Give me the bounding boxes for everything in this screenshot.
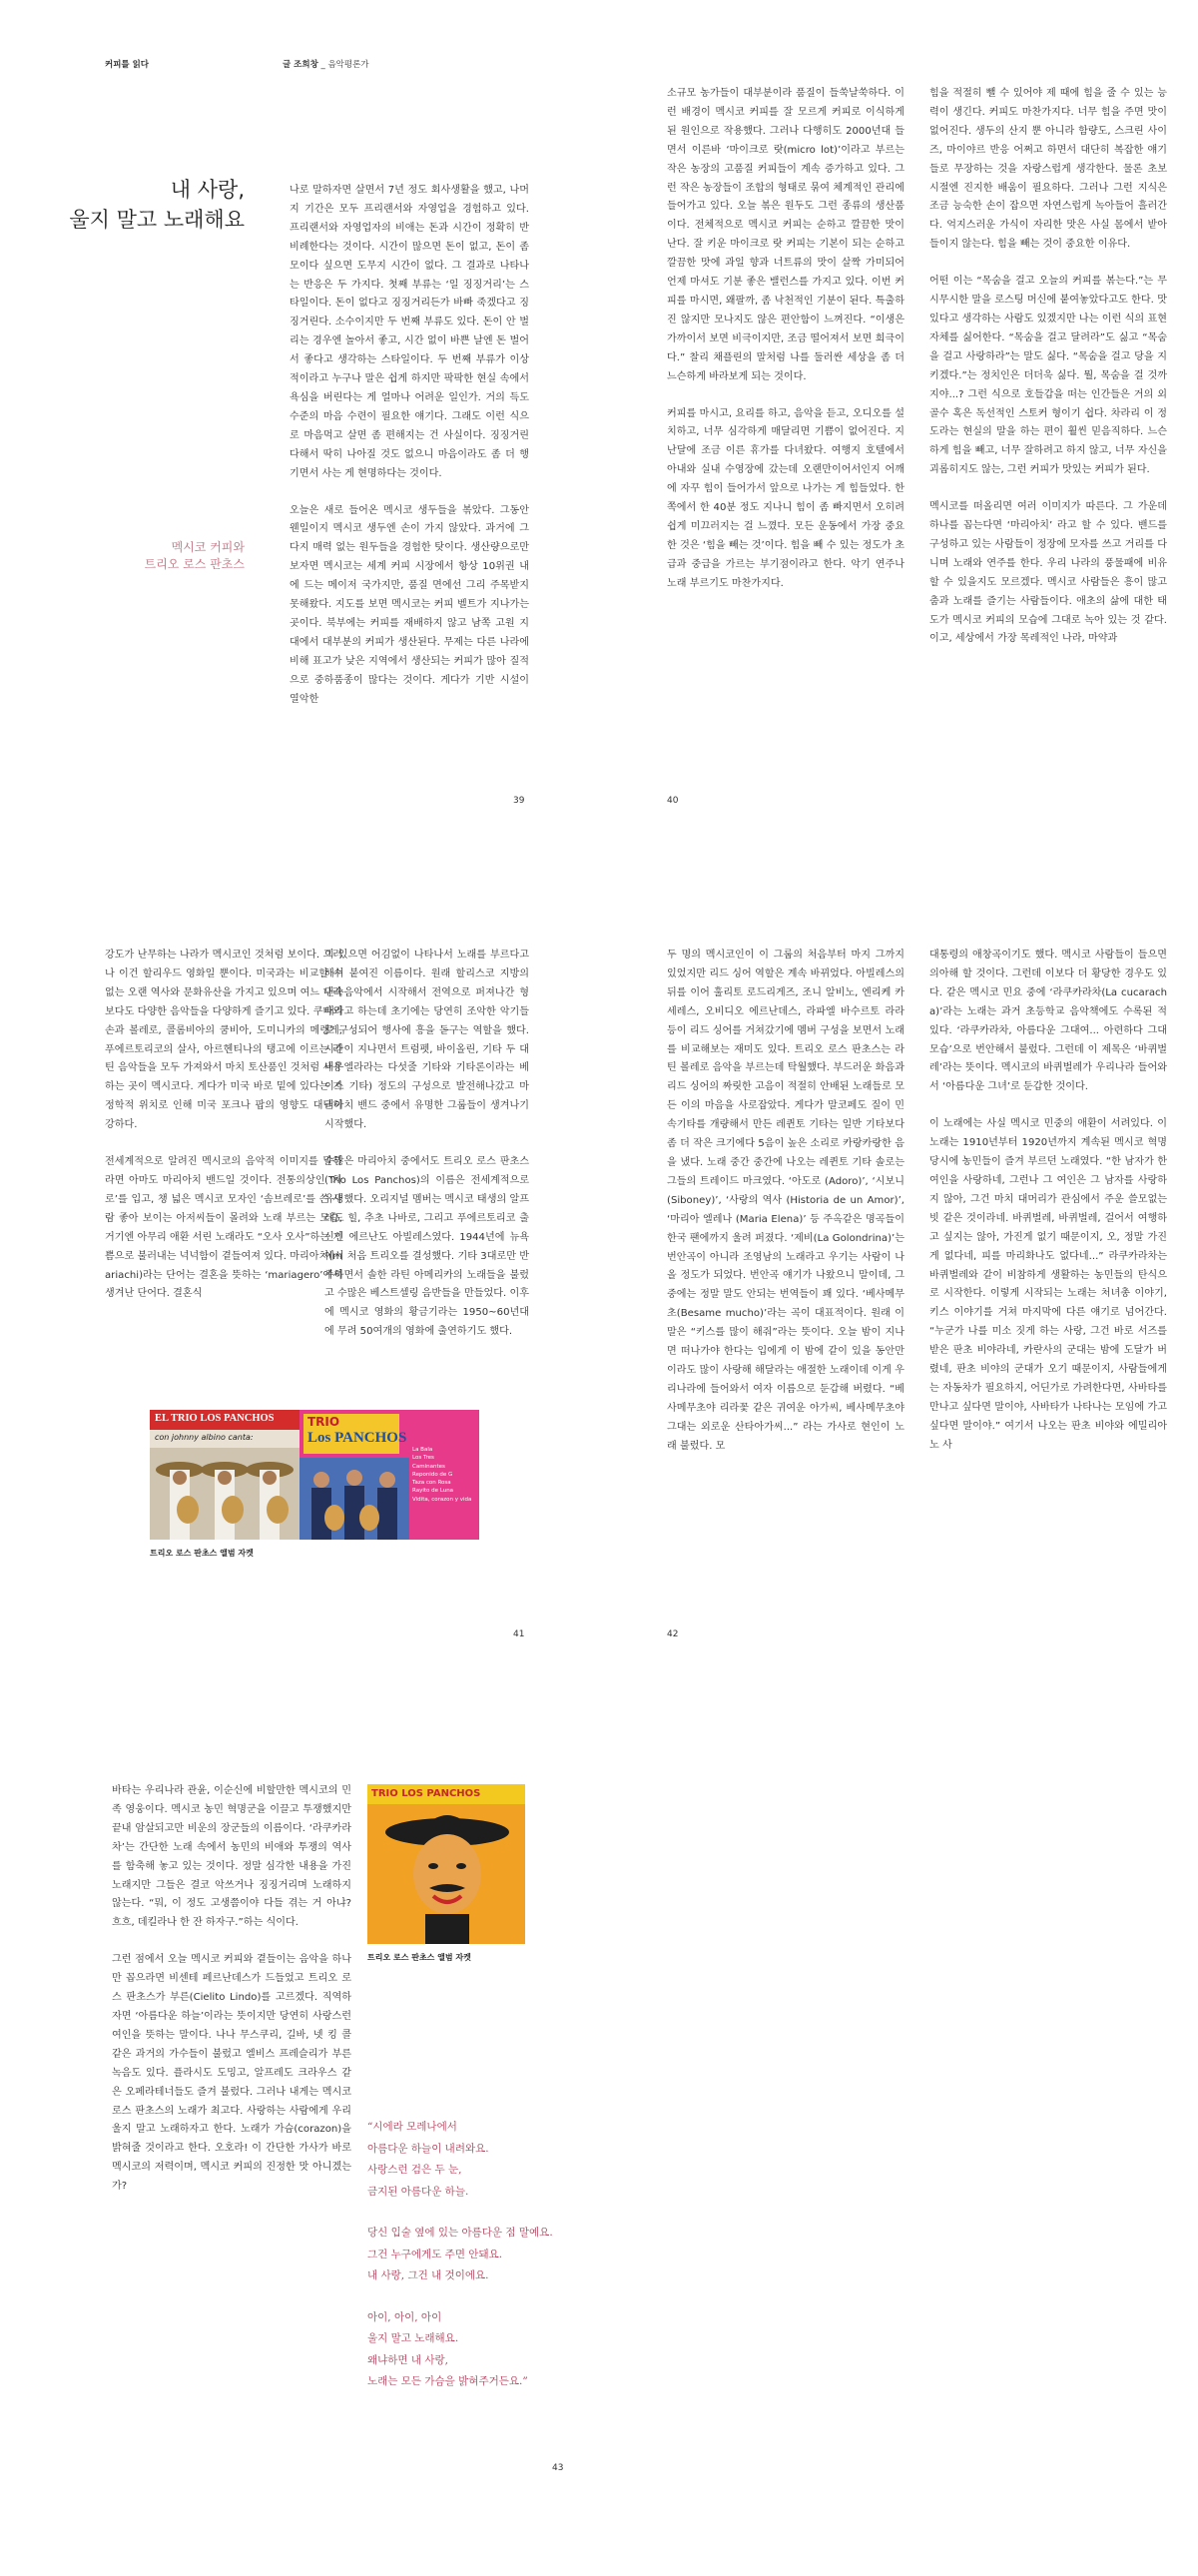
subhead-line-1: 멕시코 커피와 bbox=[171, 540, 245, 554]
page42-col1 bbox=[667, 947, 904, 1635]
lyrics-line: 금지된 아름다운 하늘. bbox=[367, 2185, 469, 2198]
paragraph: 강도가 난무하는 나라가 멕시코인 것처럼 보이다. 그러나 이건 할리우드 영화일 뿐이다. 미국과는 비교할 수 없는 오랜 역사와 문화유산을 가지고 있으며 여느 나라보다도 다양한 음악들을 다양하게 즐기고 있다. 쿠바의 손과 볼레로, 콜롬비아의 쿰비아, 도미니카의 메렝게, 푸에르토리코의 살사, 아르헨티나의 탱고에 이르는 라틴 음악들을 모두 가져와서 마치 토산품인 것처럼 사용하는 곳이 멕시코다. 게다가 미국 바로 밑에 있다는 지정학적 위치로 인해 미국 포크나 팝의 영향도 대단히 강하다. bbox=[105, 950, 342, 1131]
album-caption-43: 트리오 로스 판초스 앨범 자켓 bbox=[367, 1953, 471, 1962]
lyrics-line: “시에라 모레나에서 bbox=[367, 2121, 457, 2133]
paragraph: 소규모 농가들이 대부분이라 품질이 들쑥날쑥하다. 이런 배경이 멕시코 커피를 잘 모르게 커피로 이식하게 된 원인으로 작용했다. 그러나 다행히도 2000년대 들면서 이른바 ‘마이크로 랏(micro lot)’이라고 부르는 작은 농장의 고품질 커피들이 계속 증가하고 있다. 그런 작은 농장들이 조합의 형태로 묶여 체계적인 관리에 들어가고 있다. 오늘 볶은 원두도 그런 종류의 생산품이다. 전체적으로 멕시코 커피는 순하고 깔끔한 맛이 난다. 잘 키운 마이크로 랏 커피는 기본이 되는 순하고 깔끔한 맛에 과일 향과 너트류의 맛이 살짝 가미되어 언제 마셔도 기분 좋은 밸런스를 가지고 있다. 이번 커피를 마시면, 왜팔까, 좀 낙천적인 기분이 된다. 특출하진 않지만 모나지도 않은 편안함이 느껴진다. “이생은 가까이서 보면 비극이지만, 조금 떨어져서 보면 희극이다.” 찰리 채플린의 말처럼 나를 둘러싼 세상을 좀 더 느슨하게 바라보게 되는 것이다. bbox=[667, 88, 904, 382]
album-cover-left bbox=[150, 1410, 300, 1540]
lyrics-line: 그건 누구에게도 주면 안돼요. bbox=[367, 2248, 503, 2260]
song-lyrics bbox=[367, 2117, 607, 2413]
album-song-list bbox=[412, 1446, 476, 1504]
lyrics-stanza-2 bbox=[367, 2223, 607, 2287]
paragraph: 두 명의 멕시코인이 이 그룹의 처음부터 마지 그까지 있었지만 리드 싱어 역할은 계속 바뀌었다. 아빌레스의 뒤를 이어 훌리토 로드리게즈, 조니 알비노, 엔리케 카세레스, 오비디오 에르난데스, 라파엘 바수르토 라라 등이 리드 싱어를 거쳐갔기에 멤버 구성을 보면서 노래를 비교해보는 재미도 있다. 트리오 로스 판초스는 라틴 볼레로 음악을 부르는데 탁월했다. 부드러운 화음과 리드 싱어의 짜릿한 고음이 적절히 안배된 노래들로 모든 이의 마음을 사로잡았다. 게다가 말코페도 질이 민속기타를 개량해서 만든 레퀸토 기타는 일반 기타보다 좀 더 작은 크기에다 5음이 높은 소리로 카랑카랑한 음을 냈다. 노래 중간 중간에 나오는 레퀸토 기타 솔로는 그들의 트레이드 마크였다. ‘아도로 (Adoro)’, ‘시보니(Siboney)’, ‘사랑의 역사 (Historia de un Amor)’, ‘마리아 엘레나 (Maria Elena)’ 등 주옥같은 명곡들이 한국 팬에까지 울려 퍼졌다. ‘제비(La Golondrina)’는 번안곡이 아니라 조영남의 노래라고 우기는 사람이 나올 정도가 되었다. 번안곡 얘기가 나왔으니 말이데, 그 중에는 정말 말도 안되는 번역들이 꽤 있다. ‘베사메무초(Besame mucho)’라는 곡이 대표적이다. 원래 이 말은 “키스를 많이 해줘”라는 뜻이다. 오늘 밤이 지나면 떠나가야 한다는 입에게 이 밤에 같이 있을 동안만이라도 많이 사랑해 해달라는 애절한 노래이데 이게 우리나라에 들어와서 여자 이름으로 둔갑해 버렸다. “베사메무초야 리라꽃 같은 귀여운 아가씨, 베사메무초야 그대는 외로운 산타아가씨...” 라는 가사로 현인이 노래 불렀다. 모 bbox=[667, 950, 904, 1452]
song-title: Reponido de G bbox=[412, 1471, 453, 1478]
page41-col2 bbox=[324, 947, 529, 1401]
musicians-illustration bbox=[150, 1448, 300, 1540]
paragraph: 이 노래에는 사실 멕시코 민중의 애환이 서려있다. 이 노래는 1910년부터 1920년까지 계속된 멕시코 혁명 당시에 농민들이 즐겨 부르던 노래였다. “한 남자가 한 여인을 사랑하네, 그런나 그 여인은 그 남자를 사랑하지 않아, 그건 마치 대머리가 관심에서 주운 쓸모없는 빗 같은 것이라네. 바퀴벌레, 바퀴벌레, 걸어서 여행하고 싶지는 않아, 가진게 없기 때문이지, 오, 정말 가진 게 없다네, 피를 마리화나도 없다네...” 라쿠카라차는 바퀴벌레와 같이 비참하게 생활하는 농민들의 탄식으로 시작한다. 이렇게 시작되는 노래는 처녀총 이야기, 키스 이야기를 거쳐 마지막에 다른 얘기로 넘어간다. “누군가 나를 미소 짓게 하는 사랑, 그건 바로 서즈를 받은 판초 비야라네, 카란사의 군대는 밤에 도달가 버렸네, 판초 비야의 군대가 오기 때문이지, 사람들에게는 자동차가 필요하지, 어딘가로 가려한다면, 사바타를 만나고 싶다면 말이야, 사바타가 나타나는 모임에 가고 싶다면 말이야.” 여기서 나오는 판초 비야와 에밀리아노 사 bbox=[929, 1118, 1167, 1451]
album-cover-43 bbox=[367, 1784, 525, 1944]
page40-col1 bbox=[667, 85, 904, 784]
page42-col2 bbox=[929, 947, 1167, 1635]
section-label: 커피를 읽다 bbox=[105, 60, 150, 70]
paragraph: 힘을 적절히 뺄 수 있어야 제 때에 힘을 줄 수 있는 능력이 생긴다. 커피도 마찬가지다. 너무 힘을 주면 맛이 없어진다. 생두의 산지 뿐 아니라 함량도, 스크린 사이즈, 마이야르 반응 어쩌고 하면서 대단히 복잡한 얘기들로 무장하는 것을 자랑스럽게 생각한다. 물론 초보 시절엔 진지한 배움이 필요하다. 그러나 그런 지식은 조금 능숙한 손이 잡으면 자연스럽게 녹아들어 흘러간다. 억지스러운 가식이 자리한 맛은 사실 몸에서 받아들이지 않는다. 힘을 빼는 것이 중요한 이유다. bbox=[929, 88, 1167, 251]
subhead-line-2: 트리오 로스 판초스 bbox=[144, 557, 245, 571]
title-line-2: 울지 말고 노래해요 bbox=[69, 208, 245, 232]
page41-col1 bbox=[105, 947, 342, 1401]
paragraph: 대통령의 애창곡이기도 했다. 멕시코 사람들이 들으면 의아해 할 것이다. 그런데 이보다 더 황당한 경우도 있다. 같은 멕시코 민요 중에 ‘라쿠카라차(La cucaracha)’라는 노래는 과거 초등학교 음악책에도 수록된 적 있다. ‘라쿠카라차, 아름다운 그대여... 아련하다 그대 모습’으로 번안해서 불렀다. 그런데 이 제목은 ‘바퀴벌레’라는 뜻이다. 멕시코의 바퀴벌레가 우리나라 들어와서 ‘아름다운 그녀’로 둔갑한 것이다. bbox=[929, 950, 1167, 1093]
album-43-title: TRIO LOS PANCHOS bbox=[371, 1788, 481, 1799]
lyrics-line: 울지 말고 노래해요. bbox=[367, 2332, 459, 2344]
page-number-41: 41 bbox=[513, 1629, 525, 1639]
song-title: Vidita, corazon y vida bbox=[412, 1496, 472, 1503]
song-title: Caminantes bbox=[412, 1463, 445, 1470]
lyrics-line: 왜냐하면 내 사랑, bbox=[367, 2353, 449, 2366]
page39-body bbox=[290, 182, 529, 781]
page-number-42: 42 bbox=[667, 1629, 679, 1639]
album-right-title-2: Los PANCHOS bbox=[307, 1430, 407, 1446]
trio-photo bbox=[300, 1458, 409, 1540]
lyrics-line: 아이, 아이, 아이 bbox=[367, 2310, 442, 2323]
author-line bbox=[283, 58, 369, 70]
paragraph: 바타는 우리나라 관윤, 이순신에 비할만한 멕시코의 민족 영웅이다. 멕시코 농민 혁명군을 이끌고 투쟁했지만 끝내 암살되고만 비운의 장군들의 이름이다. ‘라쿠카라차’는 간단한 노래 속에서 농민의 비애와 투쟁의 역사를 함축해 놓고 있는 것이다. 정말 심각한 내용을 가진 노래지만 그들은 결코 악쓰거나 징징거리며 노래하지 않는다. “뭐, 이 정도 고생쯤이야 다들 겪는 거 아냐? 흐흐, 데킬라나 한 잔 하자구.”하는 식이다. bbox=[112, 1785, 351, 1929]
lyrics-stanza-1 bbox=[367, 2117, 607, 2203]
paragraph: 커피를 마시고, 요리를 하고, 음악을 듣고, 오디오를 설치하고, 너무 심각하게 매달리면 기쁨이 없어진다. 지난달에 조금 이른 휴가를 다녀왔다. 여행지 호텔에서 아내와 실내 수영장에 갔는데 오랜만이어서인지 어깨에 자꾸 힘이 들어가서 앞으로 나가는 게 힘들었다. 한쪽에서 한 40분 정도 지나니 힘이 좀 빠지면서 오히려 쉽게 미끄러지는 걸 느꼈다. 모든 운동에서 가장 중요한 것은 ‘힘을 빼는 것’이다. 힘을 빼 수 있는 정도가 초급과 중급을 가르는 부기점이라고 한다. 악기 연주나 노래 부르기도 마찬가지다. bbox=[667, 407, 904, 589]
paragraph: 나로 말하자면 살면서 7년 정도 회사생활을 했고, 나머지 기간은 모두 프리랜서와 자영업을 경험하고 있다. 프리랜서와 자영업자의 비애는 돈과 시간이 정확히 반비례한다는 것이다. 시간이 많으면 돈이 없고, 돈이 좀 모이다 싶으면 도무지 시간이 없다. 그 결과로 나타나는 반응은 두 가지다. 첫째 부류는 ‘일 징징거리’는 스타일이다. 돈이 없다고 징징거리든가 바빠 죽겠다고 징징거린다. 소수이지만 두 번째 부류도 있다. 돈이 안 벌리는 경우엔 놀아서 좋고, 시간 없이 바쁜 날엔 돈 벌어서 좋다고 생각하는 스타일이다. 두 번째 부류가 이상적이라고 누구나 말은 쉽게 하지만 팍팍한 현실 속에서 욕심을 버린다는 게 얼마나 어려운 일인가. 거의 득도 수준의 마음 수련이 필요한 얘기다. 그래도 이런 식으로 마음먹고 살면 좀 편해지는 건 사실이다. 징징거린다해서 딱히 나아질 것도 없으니 마음이라도 좀 더 행기면서 사는 게 현명하다는 것이다. bbox=[290, 185, 529, 479]
paragraph: 멕시코를 떠올리면 여러 이미지가 따른다. 그 가운데 하나를 꼽는다면 ‘마리아치’ 라고 할 수 있다. 밴드를 구성하고 있는 사람들이 정장에 모자를 쓰고 거리를 다니며 노래와 연주를 한다. 우리 나라의 풍물패에 비유할 수 있을지도 모르겠다. 멕시코 사람들은 흥이 많고 춤과 노래를 즐기는 사람들이다. 애초의 삶에 대한 태도가 멕시코 커피의 모습에 그대로 녹아 있는 것 같다. 이고, 세상에서 가장 목레적인 나라, 마약과 bbox=[929, 501, 1167, 645]
lyrics-line: 내 사랑, 그건 내 것이에요. bbox=[367, 2269, 489, 2281]
paragraph: 수많은 마리아치 중에서도 트리오 로스 판초스(Trio Los Panchos)의 이름은 전세계적으로 유명했다. 오리지널 멤버는 멕시코 태생의 알프레도 힐, 추초 나바로, 그리고 푸에르토리코 출신인 에르난도 아빌레스였다. 1944년에 뉴욕에서 처음 트리오를 결성했다. 기타 3대로만 반주하면서 솔한 라틴 아메리카의 노래들을 불렀고 수많은 베스트셀링 음반들을 만들었다. 이후에 멕시코 영화의 황금기라는 1950~60년대에 무려 50여개의 영화에 출연하기도 했다. bbox=[324, 1156, 529, 1338]
song-title: Taza con Rosa bbox=[412, 1480, 451, 1487]
album-right-title-1: TRIO bbox=[307, 1415, 340, 1429]
author-name: 글 조희창 bbox=[283, 60, 318, 70]
lyrics-line: 노래는 모든 가슴을 밝혀주거든요.” bbox=[367, 2375, 528, 2387]
paragraph: 오늘은 새로 들어온 멕시코 생두들을 볶았다. 그동안 웬일이지 멕시코 생두엔 손이 가지 않았다. 과거에 그다지 매력 없는 원두들을 경험한 탓이다. 생산량으로만 보자면 멕시코는 세계 커피 시장에서 항상 10위권 내에 드는 메이저 국가지만, 품질 면에선 그리 주목받지 못해왔다. 지도를 보면 멕시코는 커피 벨트가 지나가는 곳이다. 북부에는 커피를 재배하지 않고 남쪽 고원 지대에서 대부분의 커피가 생산된다. 무제는 다른 나라에 비해 표고가 낮은 지역에서 생산되는 커피가 많아 질적으로 중하품종이 많다는 것이다. 게다가 기반 시설이 열악한 bbox=[290, 504, 529, 705]
paragraph: 전세계적으로 알려진 멕시코의 음악적 이미지를 말하라면 아마도 마리아치 밴드일 것이다. 전통의상인 ‘차로’를 입고, 챙 넓은 멕시코 모자인 ‘솜브레로’를 쓴 사람 좋아 보이는 아저씨들이 몰려와 노래 부르는 모습, 거기엔 아무리 애환 서린 노래라도 “오사 오사”하는 기쁨으로 불러내는 넉넉함이 곁들여져 있다. 마리아치(mariachi)라는 단어는 결혼을 뜻하는 ‘mariagero’에서 생겨난 단어다. 결혼식 bbox=[105, 1156, 342, 1300]
song-title: La Bala bbox=[412, 1447, 433, 1453]
song-title: Rayito de Luna bbox=[412, 1488, 454, 1495]
page-number-39: 39 bbox=[513, 796, 525, 806]
paragraph: 어떤 이는 “목숨을 걸고 오늘의 커피를 볶는다.”는 무시무시한 말을 로스팅 머신에 붙여놓았다고도 한다. 맛있다고 생각하는 사람도 있겠지만 나는 이런 식의 표현 자체를 싫어한다. “목숨을 걸고 달려라”도 싫고 “목숨을 걸고 사랑하라”는 말도 싫다. “목숨을 걸고 당을 지키겠다.”는 정치인은 더더욱 싫다. 뭘, 목숨을 걸 것까지야...? 그런 식으로 호들갑을 떠는 인간들은 거의 외골수 혹은 독선적인 스토커 형이기 쉽다. 차라리 이 정도라는 현실의 말을 하는 편이 훨씬 믿음직하다. 느슨하게 힘을 빼고, 너무 잘하려고 하지 않고, 너무 자신을 괴롭히지도 않는, 그런 커피가 맛있는 커피가 된다. bbox=[929, 276, 1167, 476]
article-subhead bbox=[85, 539, 245, 573]
title-line-1: 내 사랑, bbox=[170, 178, 245, 202]
album-left-title: EL TRIO LOS PANCHOS bbox=[155, 1413, 275, 1424]
lyrics-line: 당신 입술 옆에 있는 아름다운 점 말예요. bbox=[367, 2227, 553, 2239]
page-number-43: 43 bbox=[552, 2463, 564, 2473]
lyrics-line: 사랑스런 검은 두 눈, bbox=[367, 2164, 462, 2176]
author-role: _ 음악평론가 bbox=[320, 60, 369, 70]
album-cover-right bbox=[300, 1410, 479, 1540]
album-caption: 트리오 로스 판초스 앨범 자켓 bbox=[150, 1549, 254, 1558]
paragraph: 이 있으면 어김없이 나타나서 노래를 부르다고 해서 붙여진 이름이다. 원래 할리스코 지방의 민속음악에서 시작해서 전역으로 퍼져나간 형태라고 하는데 초기에는 당연히 조악한 악기들로 구성되어 행사에 흥을 돋구는 역할을 했다. 시간이 지나면서 트럼펫, 바이올린, 기타 두 대비우엘라라는 다섯줄 기타와 기타론이라는 베이스 기타) 정도의 구성으로 발전해나갔고 마리아치 밴드 중에서 유명한 그룹들이 생겨나기 시작했다. bbox=[324, 950, 529, 1131]
lyrics-line: 아름다운 하늘이 내려와요. bbox=[367, 2142, 489, 2155]
sombrero-face-illustration bbox=[367, 1784, 525, 1944]
song-title: Los Tres bbox=[412, 1455, 434, 1462]
page43-col1 bbox=[112, 1782, 351, 2351]
album-left-subtitle: con johnny albino canta: bbox=[155, 1433, 254, 1442]
page-number-40: 40 bbox=[667, 796, 679, 806]
page40-col2 bbox=[929, 85, 1167, 784]
lyrics-stanza-3 bbox=[367, 2307, 607, 2393]
article-title bbox=[45, 175, 245, 235]
paragraph: 그런 점에서 오늘 멕시코 커피와 곁들이는 음악을 하나만 꼽으라면 비센테 페르난데스가 드들었고 트리오 로스 판초스가 부른(Cielito Lindo)를 고르겠다. 직역하자면 ‘아름다운 하늘’이라는 뜻이지만 당연히 사랑스런 여인을 뜻하는 말이다. 나나 무스쿠리, 길바, 넷 킹 콜 같은 과거의 가수들이 불렀고 엘비스 프레슬리가 부른 녹음도 있다. 플라시도 도밍고, 알프레도 크라우스 같은 오페라테너들도 즐겨 불렀다. 그러나 내게는 멕시코 로스 판초스의 노래가 최고다. 사랑하는 사람에게 우리 울지 말고 노래하자고 한다. 노래가 가슴(corazon)을 밝혀줄 것이라고 한다. 오호라! 이 간단한 가사가 바로 멕시코의 저력이며, 멕시코 커피의 진정한 맛 아니겠는가? bbox=[112, 1954, 351, 2193]
